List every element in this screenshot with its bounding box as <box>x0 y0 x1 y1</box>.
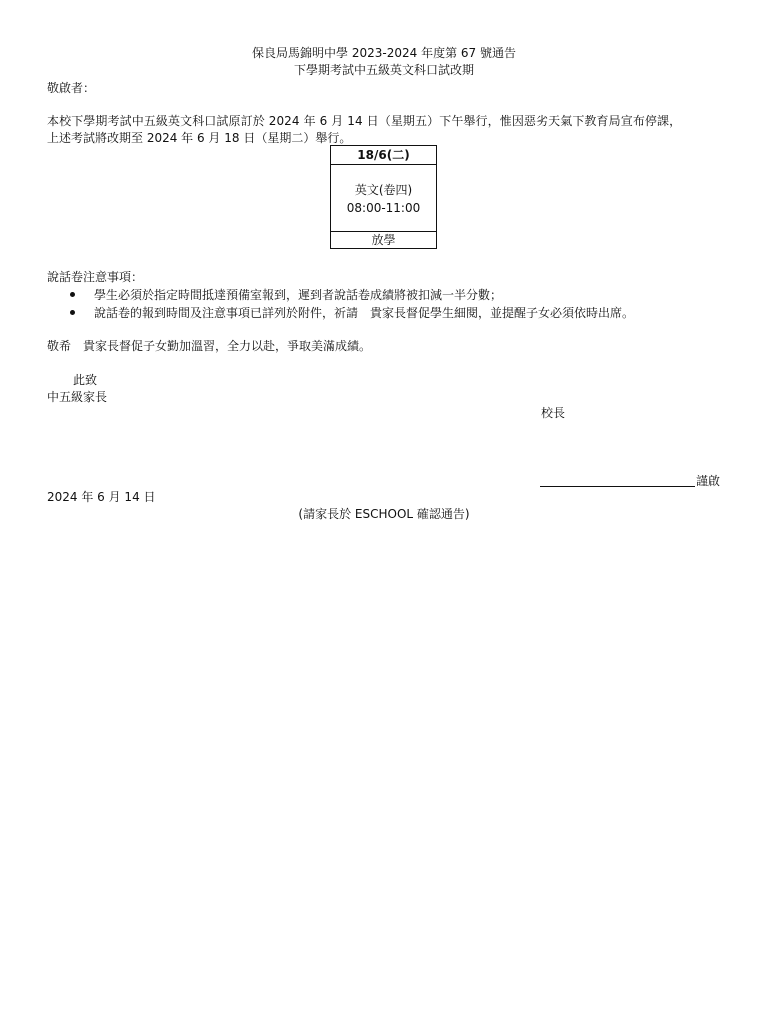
schedule-dismissal: 放學 <box>331 231 436 248</box>
notice-subtitle: 下學期考試中五級英文科口試改期 <box>293 63 474 77</box>
note-item-1: 學生必須於指定時間抵達預備室報到，遲到者說話卷成績將被扣減一半分數； <box>94 288 503 302</box>
bullet-icon <box>70 292 75 297</box>
intro-line-1: 本校下學期考試中五級英文科口試原訂於 2024 年 6 月 14 日（星期五）下午舉行，惟因惡劣天氣下教育局宣布停課， <box>47 114 682 128</box>
closing-remark: 敬希 貴家長督促子女勤加溫習，全力以赴，爭取美滿成績。 <box>47 339 372 353</box>
notice-date: 2024 年 6 月 14 日 <box>47 490 156 504</box>
salutation-to: 此致 <box>73 373 98 387</box>
notice-title: 保良局馬錦明中學 2023-2024 年度第 67 號通告 <box>252 46 516 60</box>
intro-line-2: 上述考試將改期至 2024 年 6 月 18 日（星期二）舉行。 <box>47 131 352 145</box>
notes-heading: 說話卷注意事項： <box>47 270 144 284</box>
signature-suffix: 謹啟 <box>696 474 721 488</box>
schedule-time: 08:00-11:00 <box>346 201 421 215</box>
schedule-cell <box>331 165 436 232</box>
signatory-title: 校長 <box>541 406 566 420</box>
salutation-recipient: 中五級家長 <box>47 390 108 404</box>
note-item-2: 說話卷的報到時間及注意事項已詳列於附件，祈請 貴家長督促學生細閱，並提醒子女必須依時出席。 <box>94 306 635 320</box>
schedule-date: 18/6(二) <box>331 146 436 165</box>
eschool-confirm-note: (請家長於 ESCHOOL 確認通告) <box>298 507 470 521</box>
signature-line <box>540 486 695 487</box>
bullet-icon <box>70 310 75 315</box>
schedule-subject: 英文(卷四) <box>354 183 413 197</box>
schedule-table <box>330 145 437 249</box>
greeting: 敬啟者： <box>47 81 96 95</box>
